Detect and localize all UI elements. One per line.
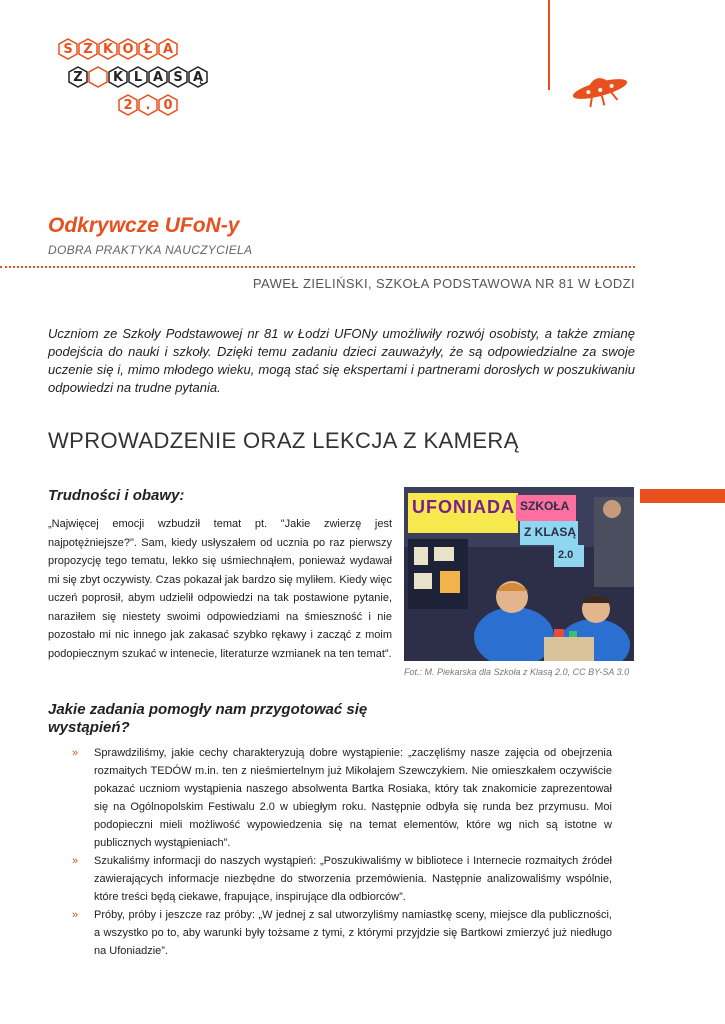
article-subtitle: DOBRA PRAKTYKA NAUCZYCIELA xyxy=(48,243,253,257)
logo-hex xyxy=(188,66,208,88)
bullet-icon: » xyxy=(72,747,79,759)
logo-letter: S xyxy=(63,41,73,57)
logo-letter: L xyxy=(133,69,143,85)
list-item-text: Szukaliśmy informacji do naszych wystąpień: „Poszukiwaliśmy w bibliotece i Internecie rozmaitych źródeł zawierających informacje niezbędne do stworzenia przemówienia. Następnie analizowaliśmy wspólnie, które treści będą ciekawe, frapujące, inspirujące dla odbiorców”. xyxy=(94,855,612,903)
list-item xyxy=(72,852,612,906)
logo-hex xyxy=(58,38,78,60)
heading-tasks: Jakie zadania pomogły nam przygotować się wystąpień? xyxy=(48,701,368,736)
logo-letter: A xyxy=(152,69,164,85)
logo-hex xyxy=(158,38,178,60)
logo-letter xyxy=(88,66,108,88)
logo-hex xyxy=(98,38,118,60)
logo-letter: Ą xyxy=(192,69,204,85)
task-list xyxy=(72,744,612,960)
list-item xyxy=(72,744,612,852)
logo-letter: Z xyxy=(73,69,83,85)
list-item xyxy=(72,906,612,960)
logo-hex xyxy=(168,66,188,88)
logo-hex xyxy=(128,66,148,88)
heading-difficulties: Trudności i obawy: xyxy=(48,487,185,504)
logo-letter: 0 xyxy=(163,97,173,113)
logo-hex xyxy=(108,66,128,88)
logo-hex xyxy=(88,66,108,88)
logo-hex xyxy=(158,94,178,116)
logo-hex xyxy=(78,38,98,60)
logo-letter: Ł xyxy=(143,41,153,57)
logo-hex xyxy=(138,94,158,116)
logo-letter: K xyxy=(102,41,114,57)
list-item-text: Próby, próby i jeszcze raz próby: „W jednej z sal utworzyliśmy namiastkę sceny, miejsce dla publiczności, a wszystko po to, aby warunki były tożsame z tymi, z którymi przyjdzie się Bartkowi zmierzyć już niedługo na Ufoniadzie”. xyxy=(94,909,612,957)
logo-letter: 2 xyxy=(123,97,133,113)
logo-hex xyxy=(118,94,138,116)
lead-paragraph: Uczniom ze Szkoły Podstawowej nr 81 w Łodzi UFONy umożliwiły rozwój osobisty, a także zmianę podejścia do nauki i szkoły. Dzięki temu zadaniu dzieci zauważyły, że są odpowiedzialne za swoje uczenie się i, mimo młodego wieku, mogą stać się ekspertami i partnerami dorosłych w poszukiwaniu odpowiedzi na trudne pytania. xyxy=(48,326,635,395)
logo-letter: O xyxy=(122,41,134,57)
list-item-text: Sprawdziliśmy, jakie cechy charakteryzują dobre wystąpienie: „zaczęliśmy nasze zajęcia od obejrzenia rozmaitych TEDÓW m.in. ten z nieśmiertelnym już Mikołajem Szewczykiem. Nie omieszkałem oczywiście pokazać uczniom wystąpienia naszego absolwenta Bartka Rosiaka, który tak znakomicie zaprezentował się na Ogólnopolskim Festiwalu 2.0 w ubiegłym roku. Następnie odbyła się runda bez przymusu. Moi podopieczni mieli możliwość wypowiedzenia się na temat elementów, które wg nich są istotne w publicznych wystąpieniach”. xyxy=(94,747,612,849)
header-divider xyxy=(548,0,550,90)
section-heading: WPROWADZENIE ORAZ LEKCJA Z KAMERĄ xyxy=(48,428,519,453)
photo-banner-text: UFONIADA xyxy=(412,497,515,517)
logo-letter: Z xyxy=(83,41,93,57)
logo-letter: . xyxy=(145,97,151,113)
photo-banner-text: SZKOŁA xyxy=(520,499,570,513)
accent-bar xyxy=(640,489,725,503)
photo-banner-text: Z KLASĄ xyxy=(524,525,576,539)
logo-letter: A xyxy=(162,41,174,57)
logo-hex xyxy=(118,38,138,60)
photo-caption: Fot.: M. Piekarska dla Szkoła z Klasą 2.0, CC BY-SA 3.0 xyxy=(404,667,630,677)
event-photo xyxy=(404,487,634,661)
article-author: PAWEŁ ZIELIŃSKI, SZKOŁA PODSTAWOWA NR 81 W ŁODZI xyxy=(252,276,635,291)
bullet-icon: » xyxy=(72,855,79,867)
dotted-divider xyxy=(0,266,635,268)
school-logo xyxy=(48,38,258,120)
photo-banner-text: 2.0 xyxy=(558,549,574,561)
logo-letter: S xyxy=(173,69,183,85)
article-title: Odkrywcze UFoN-y xyxy=(48,214,240,237)
bullet-icon: » xyxy=(72,909,79,921)
ufo-icon xyxy=(560,64,640,114)
logo-letter: K xyxy=(112,69,124,85)
logo-hex xyxy=(138,38,158,60)
logo-hex xyxy=(148,66,168,88)
logo-hex xyxy=(68,66,88,88)
paragraph-difficulties: „Najwięcej emocji wzbudził temat pt. "Jakie zwierzę jest najpotężniejsze?". Sam, kiedy usłyszałem od ucznia po raz pierwszy propozycję tego tematu, lekko się uśmiechnąłem, ponieważ wydawał mi się zbyt oczywisty. Czas pokazał jak bardzo się myliłem. Kiedy więc uczeń poprosił, abym udzielił odpowiedzi na tak postawione pytanie, naraziłem się niestety swoimi odpowiedziami na śmieszność i nie pozostało mi nic innego jak zakasać szybko rękawy i zacząć z moim podopiecznym szukać w intenecie, literaturze wzmianek na ten temat”. xyxy=(48,518,392,660)
